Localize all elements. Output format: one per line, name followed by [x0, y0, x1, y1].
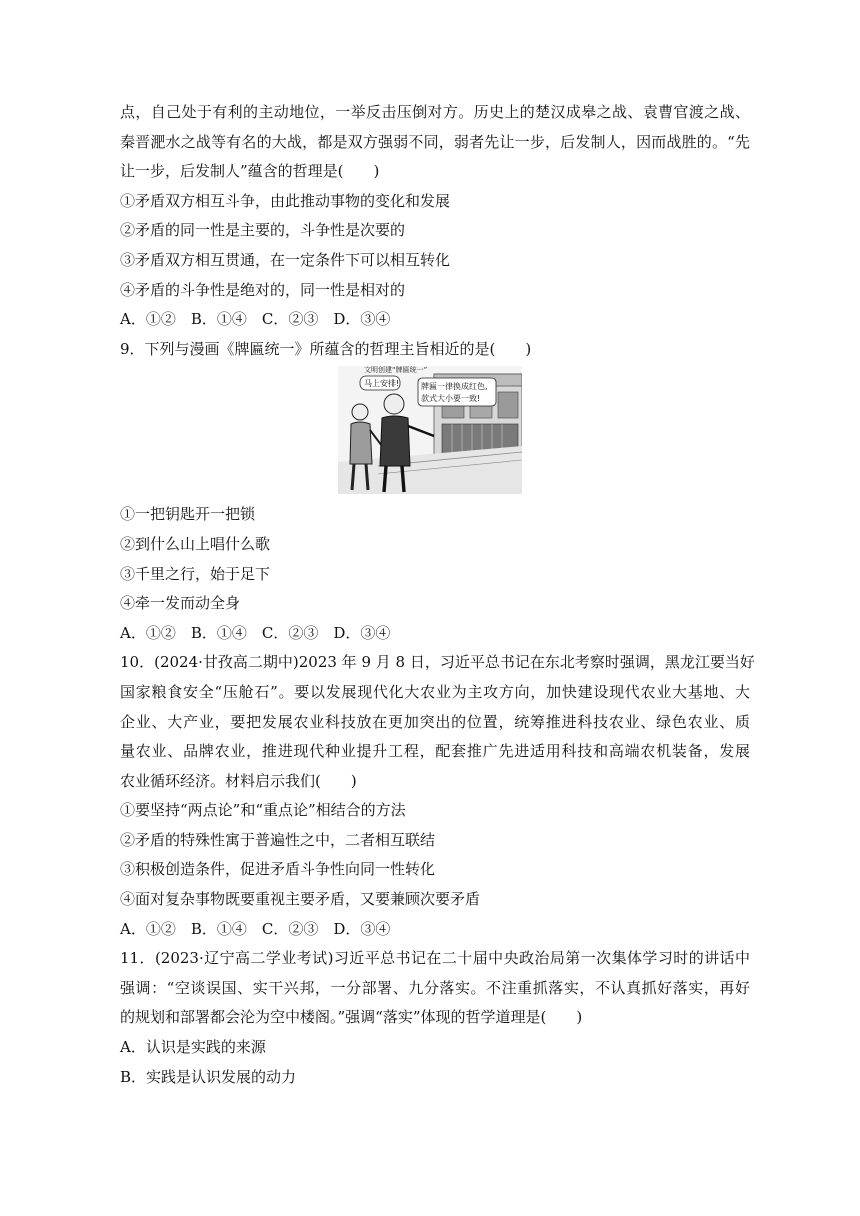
q9-stem: 9．下列与漫画《牌匾统一》所蕴含的哲理主旨相近的是( ): [120, 339, 532, 358]
q10-option: ③积极创造条件，促进矛盾斗争性向同一性转化: [120, 860, 436, 879]
document-page: [120, 98, 755, 1092]
q11-stem-line: 强调：“空谈误国、实干兴邦，一分部署、九分落实。不注重抓落实，不认真抓好落实，再好: [120, 978, 750, 997]
q10-option: ②矛盾的特殊性寓于普遍性之中，二者相互联结: [120, 830, 436, 849]
q8-option: ②矛盾的同一性是主要的，斗争性是次要的: [120, 221, 406, 240]
q9-option: ②到什么山上唱什么歌: [120, 534, 271, 553]
q8-stem-line: 点，自己处于有利的主动地位，一举反击压倒对方。历史上的楚汉成皋之战、袁曹官渡之战、: [120, 103, 750, 121]
q11-option: B．实践是认识发展的动力: [120, 1067, 297, 1086]
q8-choices: A．①② B．①④ C．②③ D．③④: [120, 310, 391, 329]
q10-stem-line: 企业、大产业，要把发展农业科技放在更加突出的位置，统筹推进科技农业、绿色农业、质: [120, 712, 750, 731]
q11-option: A．认识是实践的来源: [120, 1038, 266, 1057]
q9-option: ④牵一发而动全身: [120, 594, 241, 613]
cartoon-caption: 文明创建“牌匾统一”: [364, 366, 428, 375]
q9-option: ①一把钥匙开一把锁: [120, 505, 256, 524]
q10-option: ④面对复杂事物既要重视主要矛盾，又要兼顾次要矛盾: [120, 890, 481, 909]
q9-option: ③千里之行，始于足下: [120, 564, 271, 583]
q8-stem-line: 秦晋淝水之战等有名的大战，都是双方强弱不同，弱者先让一步，后发制人，因而战胜的。“先: [120, 132, 750, 151]
cartoon-bubble-right-1: 牌匾一律换成红色,: [421, 382, 488, 392]
q10-stem-line: 10．(2024·甘孜高二期中)2023 年 9 月 8 日，习近平总书记在东北考察时强调，黑龙江要当好: [120, 653, 755, 672]
q8-stem-line: 让一步，后发制人”蕴含的哲理是( ): [120, 162, 380, 181]
q10-option: ①要坚持“两点论”和“重点论”相结合的方法: [120, 801, 406, 820]
q11-stem-line: 的规划和部署都会沦为空中楼阁。”强调“落实”体现的哲学道理是( ): [120, 1008, 583, 1027]
q8-option: ③矛盾双方相互贯通，在一定条件下可以相互转化: [120, 250, 451, 269]
cartoon-bubble-right-2: 款式大小要一致!: [421, 394, 481, 404]
cartoon-figure: [338, 366, 522, 494]
q9-choices: A．①② B．①④ C．②③ D．③④: [120, 623, 391, 642]
q8-option: ①矛盾双方相互斗争，由此推动事物的变化和发展: [120, 191, 451, 210]
q10-stem-line: 量农业、品牌农业，推进现代种业提升工程，配套推广先进适用科技和高端农机装备，发展: [120, 742, 750, 761]
q10-stem-line: 国家粮食安全“压舱石”。要以发展现代化大农业为主攻方向，加快建设现代农业大基地、大: [120, 682, 750, 701]
q10-choices: A．①② B．①④ C．②③ D．③④: [120, 919, 391, 938]
q8-option: ④矛盾的斗争性是绝对的，同一性是相对的: [120, 280, 406, 299]
q10-stem-line: 农业循环经济。材料启示我们( ): [120, 771, 357, 790]
cartoon-bubble-left: 马上安排!: [364, 379, 400, 389]
cartoon-illustration: [338, 366, 522, 494]
q11-stem-line: 11．(2023·辽宁高二学业考试)习近平总书记在二十届中央政治局第一次集体学习时的讲话中: [120, 949, 750, 968]
